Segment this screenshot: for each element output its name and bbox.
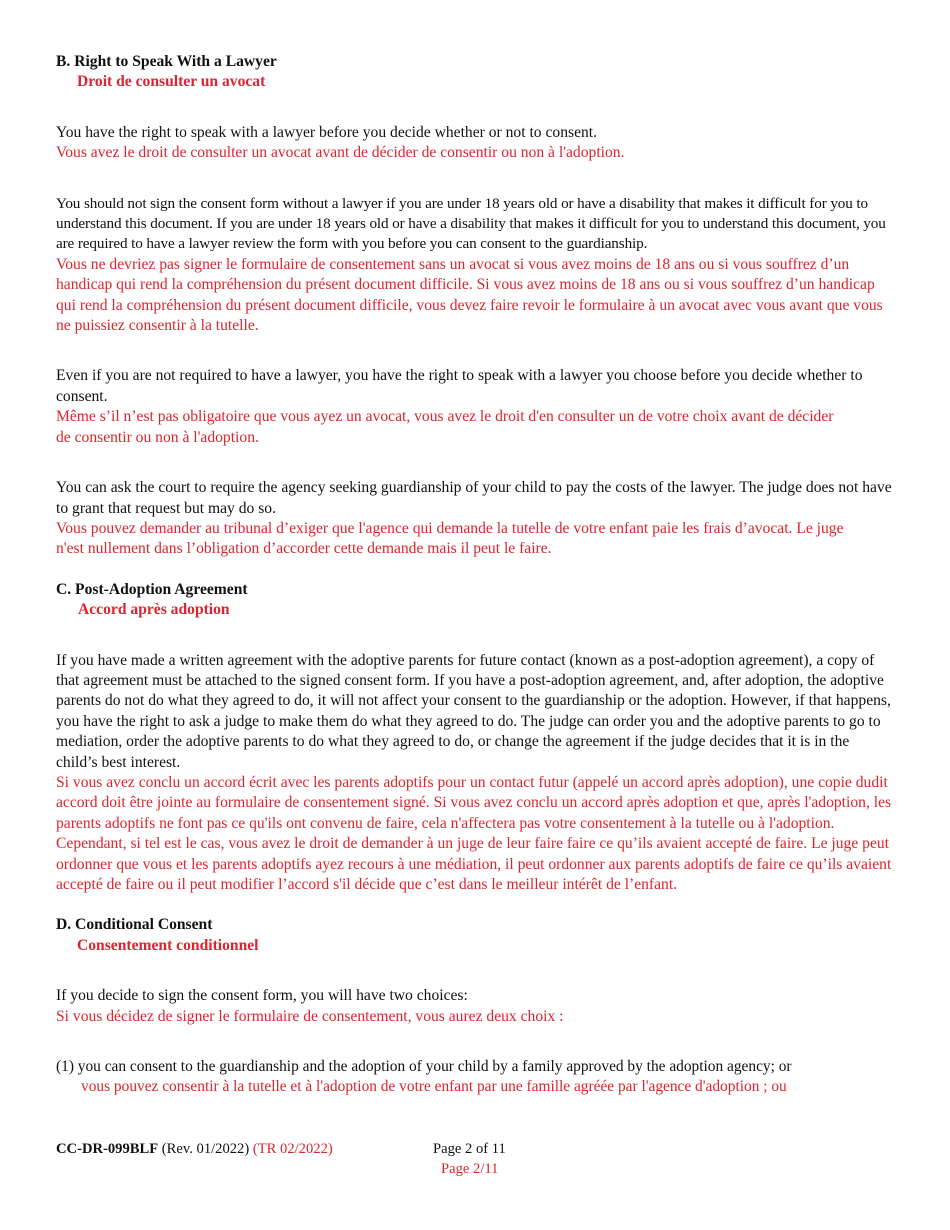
section-d-heading-fr: Consentement conditionnel	[77, 936, 259, 954]
page-content	[56, 52, 894, 1098]
section-b-paragraph-4: You can ask the court to require the agency seeking guardianship of your child to pay the costs of the lawyer. The judge does not have to grant that request but may do so.	[56, 479, 892, 517]
section-d-heading: D. Conditional Consent	[56, 916, 213, 934]
spacer	[56, 448, 894, 478]
section-c-heading: C. Post-Adoption Agreement	[56, 580, 248, 598]
section-d-item-1: (1) you can consent to the guardianship and the adoption of your child by a family approved by the adoption agency; or	[56, 1058, 792, 1076]
spacer	[56, 895, 894, 915]
form-id: CC-DR-099BLF	[56, 1141, 159, 1157]
page-number-fr: Page 2/11	[441, 1161, 499, 1177]
form-translation-revision: (TR 02/2022)	[252, 1141, 333, 1157]
spacer	[56, 956, 894, 986]
spacer	[56, 93, 894, 123]
section-c-paragraph-1-fr: Si vous avez conclu un accord écrit avec les parents adoptifs pour un contact futur (appelé un accord après adoption), une copie dudit accord doit être jointe au formulaire de consentement signé. Si vous avez conclu un accord après adoption et que, après l'adoption, les parents adoptifs ne font pas ce qu'ils ont convenu de faire, cela n'affectera pas votre consentement à la tutelle ou à l'adoption. Cependant, si tel est le cas, vous avez le droit de demander à un juge de leur faire faire ce qu’ils avaient accepté de faire. Le juge peut ordonner que vous et les parents adoptifs ayez recours à une médiation, il peut ordonner aux parents adoptifs de faire ce qu’ils avaient accepté de faire ou il peut modifier l’accord s'il décide que c’est dans le meilleur intérêt de l’enfant.	[56, 773, 892, 893]
spacer	[56, 560, 894, 580]
section-b-paragraph-4-fr: Vous pouvez demander au tribunal d’exiger que l'agence qui demande la tutelle de votre enfant paie les frais d’avocat. Le juge n'est nullement dans l’obligation d’accorder cette demande mais il peut le faire.	[56, 519, 844, 558]
spacer	[56, 1027, 894, 1057]
section-b-paragraph-2: You should not sign the consent form without a lawyer if you are under 18 years old or have a disability that makes it difficult for you to understand this document. If you are under 18 years old or have a disability that makes it difficult for you to understand this document, you are required to have a lawyer review the form with you before you can consent to the guardianship.	[56, 194, 886, 253]
section-d-paragraph-1-fr: Si vous décidez de signer le formulaire de consentement, vous aurez deux choix :	[56, 1007, 564, 1025]
section-b-heading: B. Right to Speak With a Lawyer	[56, 53, 277, 70]
form-identifier	[56, 1139, 333, 1159]
section-b-heading-fr: Droit de consulter un avocat	[77, 73, 266, 91]
spacer	[56, 621, 894, 651]
page-number: Page 2 of 11	[433, 1141, 506, 1157]
section-d-paragraph-1: If you decide to sign the consent form, you will have two choices:	[56, 987, 468, 1005]
section-b-paragraph-3-fr: Même s’il n’est pas obligatoire que vous ayez un avocat, vous avez le droit d'en consulter un de votre choix avant de décider de consentir ou non à l'adoption.	[56, 408, 834, 446]
section-b-paragraph-2-fr: Vous ne devriez pas signer le formulaire de consentement sans un avocat si vous avez moins de 18 ans ou si vous souffrez d’un handicap qui rend la compréhension du présent document difficile. Si vous avez moins de 18 ans ou si vous souffrez d’un handicap qui rend la compréhension du présent document difficile, vous devez faire revoir le formulaire à un avocat avec vous avant que vous ne puissiez consentir à la tutelle.	[56, 255, 883, 335]
section-b-paragraph-1-fr: Vous avez le droit de consulter un avocat avant de décider de consentir ou non à l'adoption.	[56, 144, 625, 162]
section-c-heading-fr: Accord après adoption	[78, 601, 230, 619]
section-c-paragraph-1: If you have made a written agreement with the adoptive parents for future contact (known as a post-adoption agreement), a copy of that agreement must be attached to the signed consent form. If you have a post-adoption agreement, and, after adoption, the adoptive parents do not do what they agreed to do, it will not affect your consent to the guardianship or the adoption. However, if that happens, you have the right to ask a judge to make them do what they agreed to do. The judge can order you and the adoptive parents to go to mediation, order the adoptive parents to do what they agreed to do, or change the agreement if the judge decides that it is in the child’s best interest.	[56, 651, 891, 771]
form-revision: (Rev. 01/2022)	[158, 1141, 253, 1157]
spacer	[56, 164, 894, 194]
spacer	[56, 336, 894, 366]
section-b-paragraph-3: Even if you are not required to have a lawyer, you have the right to speak with a lawyer you choose before you decide whether to consent.	[56, 367, 863, 405]
section-d-item-1-fr: vous pouvez consentir à la tutelle et à l'adoption de votre enfant par une famille agréée par l'agence d'adoption ; ou	[81, 1078, 787, 1096]
section-b-paragraph-1: You have the right to speak with a lawyer before you decide whether or not to consent.	[56, 123, 598, 141]
